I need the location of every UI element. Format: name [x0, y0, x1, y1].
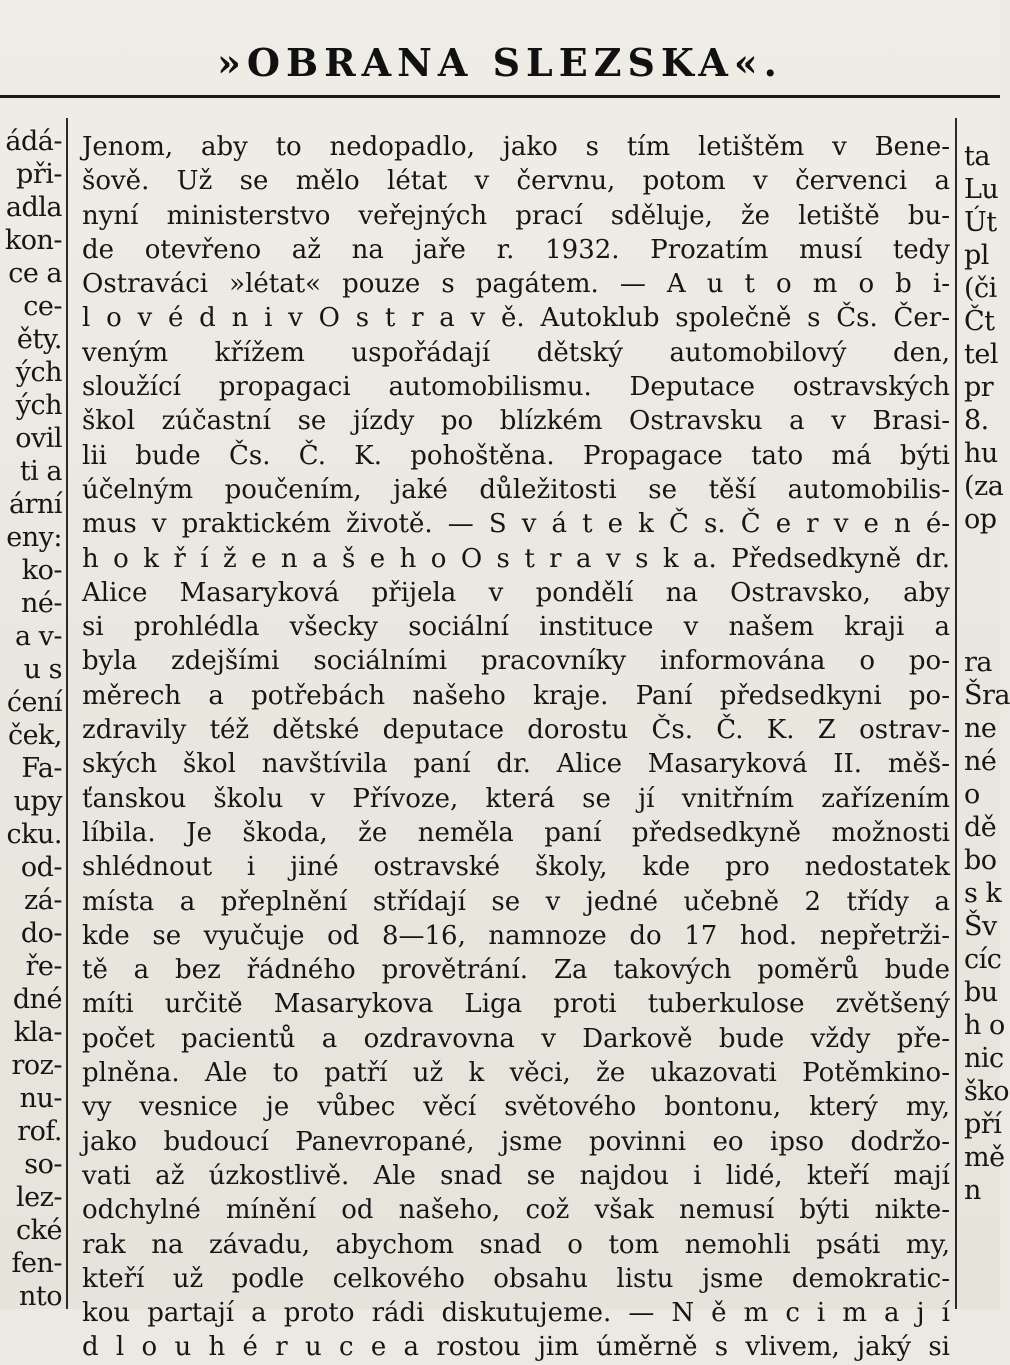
left-column-fragment: fen- — [11, 1248, 62, 1279]
left-column-fragment: ádá- — [5, 126, 62, 157]
article-line: Ostraváci »létat« pouze s pagátem. — A u t o m o b i- — [82, 269, 950, 300]
article-line: mus v praktickém životě. — S v á t e k Č s. Č e r v e n é- — [82, 509, 950, 540]
right-column-fragment: Šv — [964, 911, 997, 942]
right-column-fragment: Šra — [964, 680, 1010, 711]
left-column-fragment: kon- — [4, 225, 62, 256]
article-line: ťanskou školu v Přívoze, která se jí vnitřním zařízením — [82, 783, 950, 814]
article-line: vati až úzkostlivě. Ale snad se najdou i lidé, kteří mají — [82, 1160, 950, 1191]
left-column-fragment: eny: — [6, 522, 62, 553]
left-column-fragment: dné — [12, 984, 62, 1015]
article-column — [82, 130, 950, 1363]
right-column-fragment: ne — [964, 713, 997, 744]
article-line: jako budoucí Panevropané, jsme povinni eo ipso dodržo- — [82, 1126, 950, 1157]
left-column-fragment: so- — [24, 1149, 62, 1180]
right-column-fragment: pří — [964, 1109, 1002, 1140]
right-column-fragment: (či — [964, 273, 997, 304]
article-line: ských škol navštívila paní dr. Alice Masaryková II. měš- — [82, 749, 950, 780]
left-column-fragment: nto — [19, 1281, 62, 1312]
right-column-fragment: né — [964, 746, 997, 777]
right-column-fragment: Lu — [964, 174, 999, 205]
right-column-fragment: ta — [964, 141, 990, 172]
article-line: l o v é d n i v O s t r a v ě. Autoklub společně s Čs. Čer- — [82, 303, 950, 334]
article-line: šově. Už se mělo létat v červnu, potom v červenci a — [82, 166, 950, 197]
left-column-fragment: ých — [15, 357, 62, 388]
right-column-fragment: op — [964, 504, 997, 535]
right-column-fragment: ško — [964, 1076, 1009, 1107]
article-line: plněna. Ale to patří už k věci, že ukazovati Potěmkino- — [82, 1058, 950, 1089]
left-column-fragment: ární — [8, 489, 62, 520]
left-column-fragment: ěty. — [16, 324, 62, 355]
left-column-fragment: kla- — [13, 1017, 62, 1048]
left-column-fragment: při- — [16, 159, 62, 190]
left-column-fragment: zá- — [24, 885, 62, 916]
article-line: d l o u h é r u c e a rostou jim úměrně s vlivem, jaký si — [82, 1332, 950, 1363]
article-line: de otevřeno až na jaře r. 1932. Prozatím musí tedy — [82, 234, 950, 265]
right-column-fragment: bo — [964, 845, 997, 876]
right-column-gap — [964, 536, 1000, 646]
left-column-fragment: rof. — [17, 1116, 62, 1147]
column-rule-left — [66, 118, 68, 1309]
article-line: lii bude Čs. Č. K. pohoštěna. Propagace tato má býti — [82, 440, 950, 471]
article-line: líbila. Je škoda, že neměla paní předsedkyně možnosti — [82, 817, 950, 848]
right-column-fragment: Út — [964, 207, 997, 238]
left-column-fragment: upy — [13, 786, 62, 817]
article-line: byla zdejšími sociálními pracovníky informována o po- — [82, 646, 950, 677]
right-column-fragment: s k — [964, 878, 1002, 909]
left-column-fragment: Fa- — [21, 753, 62, 784]
left-column-fragment: né- — [21, 588, 62, 619]
masthead-rule — [0, 95, 1000, 98]
right-column-fragment: pl — [964, 240, 989, 271]
right-column-fragment: pr — [964, 372, 994, 403]
right-column-fragment: bu — [964, 977, 998, 1008]
right-column-fragment: mě — [964, 1142, 1005, 1173]
left-column-fragment: ých — [15, 390, 62, 421]
right-column-fragment: n — [964, 1175, 981, 1206]
right-column-fragment: hu — [964, 438, 998, 469]
article-line: měrech a potřebách našeho kraje. Paní předsedkyni po- — [82, 680, 950, 711]
article-line: míti určitě Masarykova Liga proti tuberkulose zvětšený — [82, 989, 950, 1020]
left-column-fragment: u s — [23, 654, 62, 685]
article-line: účelným poučením, jaké důležitosti se těší automobilis- — [82, 474, 950, 505]
left-column-fragment: cké — [16, 1215, 62, 1246]
article-line: zdravily též dětské deputace dorostu Čs. Č. K. Z ostrav- — [82, 715, 950, 746]
article-line: h o k ř í ž e n a š e h o O s t r a v s k a. Předsedkyně dr. — [82, 543, 950, 574]
left-column-fragment: ček, — [7, 720, 62, 751]
article-line: si prohlédla všecky sociální instituce v našem kraji a — [82, 612, 950, 643]
article-line: místa a přeplnění střídají se v jedné učebně 2 třídy a — [82, 886, 950, 917]
left-column-fragment: ce- — [23, 291, 62, 322]
left-column-fragment: ovil — [15, 423, 62, 454]
left-column-fragment: adla — [5, 192, 62, 223]
article-line: počet pacientů a ozdravovna v Darkově bude vždy pře- — [82, 1023, 950, 1054]
article-line: odchylné mínění od našeho, což však nemusí býti nikte- — [82, 1195, 950, 1226]
article-line: Alice Masaryková přijela v pondělí na Ostravsko, aby — [82, 577, 950, 608]
right-column-cropped — [964, 140, 1010, 1309]
left-column-cropped — [0, 125, 62, 1312]
left-column-fragment: ře- — [25, 951, 62, 982]
right-column-fragment: h o — [964, 1010, 1005, 1041]
left-column-fragment: ćení — [6, 687, 62, 718]
right-column-fragment: ra — [964, 647, 993, 678]
left-column-fragment: roz- — [11, 1050, 62, 1081]
right-column-fragment: Čt — [964, 306, 995, 337]
left-column-fragment: od- — [20, 852, 62, 883]
article-line: kou partají a proto rádi diskutujeme. — N ě m c i m a j í — [82, 1298, 950, 1329]
masthead: »OBRANA SLEZSKA«. — [217, 40, 783, 85]
article-line: tě a bez řádného provětrání. Za takových poměrů bude — [82, 955, 950, 986]
left-column-fragment: ti a — [19, 456, 62, 487]
left-column-fragment: ce a — [8, 258, 62, 289]
article-line: vy vesnice je vůbec věcí světového bontonu, který my, — [82, 1092, 950, 1123]
article-line: Jenom, aby to nedopadlo, jako s tím letištěm v Bene- — [82, 132, 950, 162]
right-column-fragment: cíc — [964, 944, 1002, 975]
left-column-fragment: nu- — [19, 1083, 62, 1114]
column-rule-right — [955, 118, 957, 1309]
right-column-fragment: 8. — [964, 405, 989, 436]
left-column-fragment: a v- — [14, 621, 62, 652]
article-line: kde se vyučuje od 8—16, namnoze do 17 hod. nepřetrži- — [82, 920, 950, 951]
right-column-fragment: o — [964, 779, 980, 810]
article-line: nyní ministerstvo veřejných prací sděluje, že letiště bu- — [82, 200, 950, 231]
article-line: shlédnout i jiné ostravské školy, kde pro nedostatek — [82, 852, 950, 883]
article-line: sloužící propagaci automobilismu. Deputace ostravských — [82, 372, 950, 403]
left-column-fragment: do- — [20, 918, 62, 949]
article-line: rak na závadu, abychom snad o tom nemohli psáti my, — [82, 1229, 950, 1260]
right-column-fragment: tel — [964, 339, 998, 370]
right-column-fragment: (za — [964, 471, 1004, 502]
article-line: škol zúčastní se jízdy po blízkém Ostravsku a v Brasi- — [82, 406, 950, 437]
left-column-fragment: cku. — [6, 819, 62, 850]
right-column-fragment: dě — [964, 812, 997, 843]
article-line: veným křížem uspořádají dětský automobilový den, — [82, 337, 950, 368]
left-column-fragment: ko- — [21, 555, 62, 586]
left-column-fragment: lez- — [16, 1182, 62, 1213]
right-column-fragment: nic — [964, 1043, 1004, 1074]
article-line: kteří už podle celkového obsahu listu jsme demokratic- — [82, 1263, 950, 1294]
